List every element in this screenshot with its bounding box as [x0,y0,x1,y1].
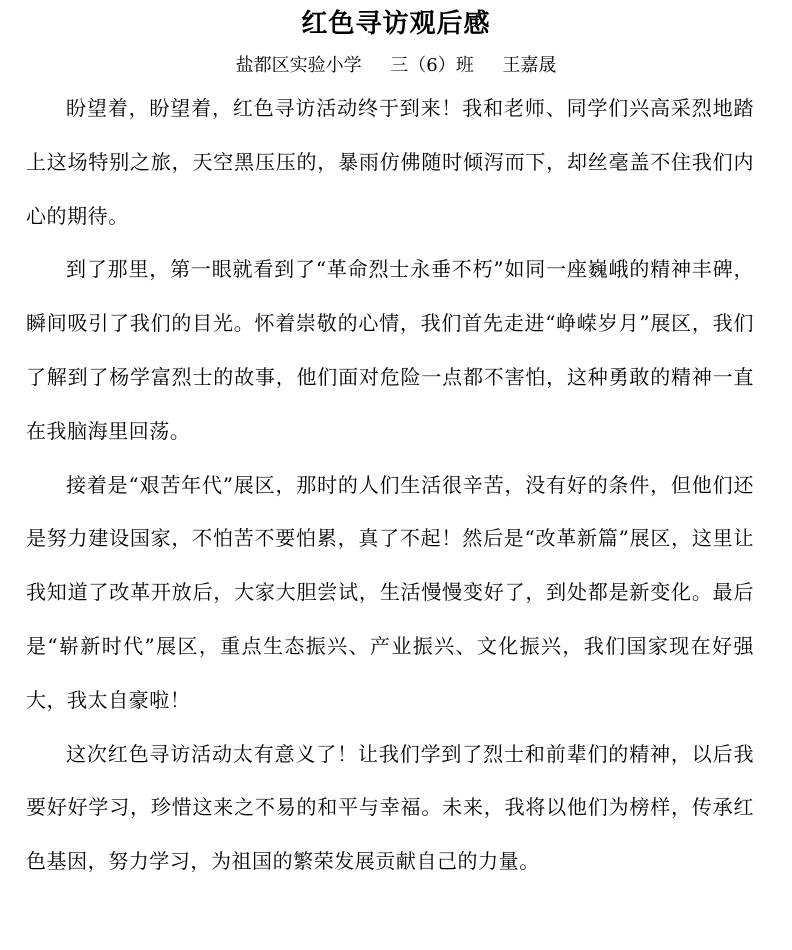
paragraph-4: 这次红色寻访活动太有意义了！让我们学到了烈士和前辈们的精神，以后我要好好学习，珍惜这来之不易的和平与幸福。未来，我将以他们为榜样，传承红色基因，努力学习，为祖国的繁荣发展贡献自己的力量。 [26,741,754,874]
paragraph-1: 盼望着，盼望着，红色寻访活动终于到来！我和老师、同学们兴高采烈地踏上这场特别之旅，天空黑压压的，暴雨仿佛随时倾泻而下，却丝毫盖不住我们内心的期待。 [26,96,754,228]
document-body [26,82,754,889]
paragraph-3: 接着是“艰苦年代”展区，那时的人们生活很辛苦，没有好的条件，但他们还是努力建设国家，不怕苦不要怕累，真了不起！然后是“改革新篇”展区，这里让我知道了改革开放后，大家大胆尝试，生活慢慢变好了，到处都是新变化。最后是“崭新时代”展区，重点生态振兴、产业振兴、文化振兴，我们国家现在好强大，我太自豪啦！ [26,472,754,712]
document-title: 红色寻访观后感 [301,9,491,39]
author-byline: 盐都区实验小学 三（6）班 王嘉晟 [235,55,557,76]
paragraph-2: 到了那里，第一眼就看到了“革命烈士永垂不朽”如同一座巍峨的精神丰碑，瞬间吸引了我们的目光。怀着崇敬的心情，我们首先走进“峥嵘岁月”展区，我们了解到了杨学富烈士的故事，他们面对危险一点都不害怕，这种勇敢的精神一直在我脑海里回荡。 [26,257,754,443]
